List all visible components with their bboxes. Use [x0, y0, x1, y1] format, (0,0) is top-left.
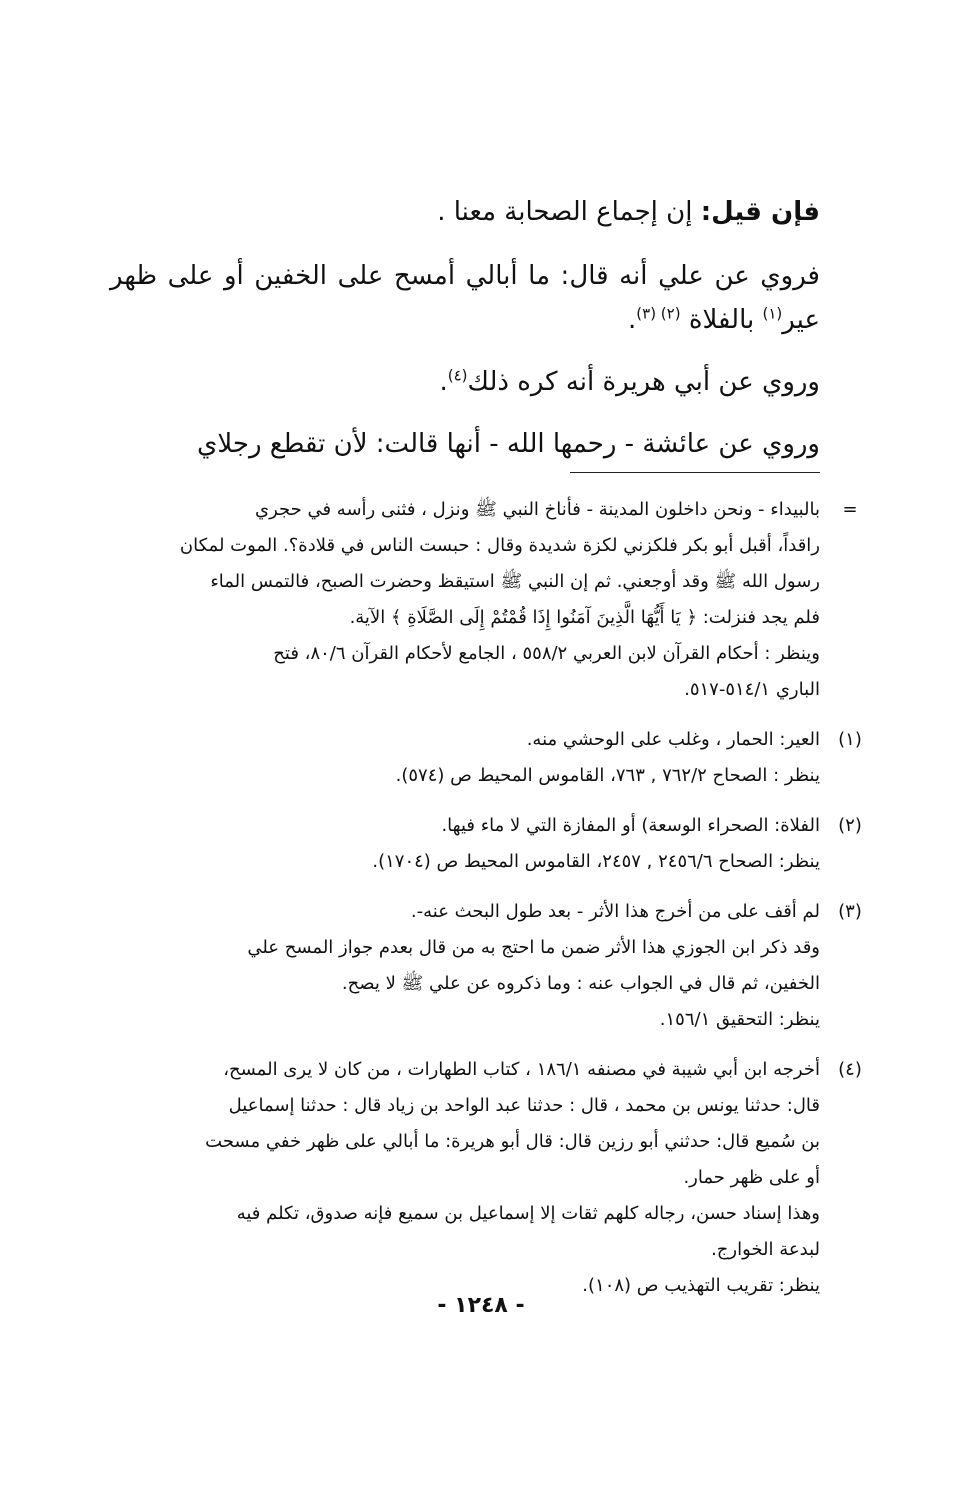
footnote-ref[interactable]: (١): [762, 304, 783, 323]
footnote-marker: (١): [838, 729, 862, 750]
footnote-ref[interactable]: (٤): [447, 366, 468, 385]
main-text: [110, 190, 820, 466]
footnotes: [110, 492, 862, 1304]
footnote-marker: =: [842, 499, 858, 520]
paragraph-3: وروي عن أبي هريرة أنه كره ذلك$^{(٤)}$.: [439, 366, 820, 397]
footnote-1: (١) العير: الحمار ، وغلب على الوحشي منه. ينظر : الصحاح ٧٦٢/٢ , ٧٦٣، القاموس المحيط ص (٥٧٤).: [110, 722, 820, 794]
paragraph-1: فإن قيل: إن إجماع الصحابة معنا .: [437, 197, 820, 227]
footnote-ref[interactable]: (٢) (٣): [636, 304, 681, 323]
footnote-4: (٤) أخرجه ابن أبي شيبة في مصنفه ١٨٦/١ ، كتاب الطهارات ، من كان لا يرى المسح، قال: حدثنا يونس بن محمد ، قال : حدثنا عبد الواحد بن زياد قال : حدثنا إسماعيل بن سُميع قال: حدثني أبو رزين قال: قال أبو هريرة: ما أبالي على ظهر خفي مسحت أو على ظهر حمار. وهذا إسناد حسن، رجاله كلهم ثقات إلا إسماعيل بن سميع فإنه صدوق، تكلم فيه لبدعة الخوارج. ينظر: تقريب التهذيب ص (١٠٨).: [110, 1052, 820, 1304]
footnote-3: (٣) لم أقف على من أخرج هذا الأثر - بعد طول البحث عنه-. وقد ذكر ابن الجوزي هذا الأثر ضمن ما احتج به من قال بعدم جواز المسح علي الخفين، ثم قال في الجواب عنه : وما ذكروه عن علي ﷺ لا يصح. ينظر: التحقيق ١٥٦/١.: [110, 894, 820, 1038]
footnote-marker: (٣): [838, 901, 862, 922]
footnote-2: (٢) الفلاة: الصحراء الوسعة) أو المفازة التي لا ماء فيها. ينظر: الصحاح ٢٤٥٦/٦ , ٢٤٥٧، القاموس المحيط ص (١٧٠٤).: [110, 808, 820, 880]
paragraph-2: فروي عن علي أنه قال: ما أبالي أمسح على الخفين أو على ظهر عير$^{(١)}$ بالفلاة $^{(٢) (٣)}$.: [110, 261, 820, 335]
footnote-continuation: = بالبيداء - ونحن داخلون المدينة - فأناخ النبي ﷺ ونزل ، فثنى رأسه في حجري راقداً، أقبل أبو بكر فلكزني لكزة شديدة وقال : حبست الناس في قلادة؟. الموت لمكان رسول الله ﷺ وقد أوجعني. ثم إن النبي ﷺ استيقظ وحضرت الصبح، فالتمس الماء فلم يجد فنزلت: ﴿ يَا أَيُّهَا الَّذِينَ آمَنُوا إِذَا قُمْتُمْ إِلَى الصَّلَاةِ ﴾ الآية. وينظر : أحكام القرآن لابن العربي ٥٥٨/٢ ، الجامع لأحكام القرآن ٨٠/٦، فتح الباري ٥١٤/١-٥١٧.: [110, 492, 820, 708]
footnote-marker: (٢): [838, 815, 862, 836]
paragraph-4: وروي عن عائشة - رحمها الله - أنها قالت: لأن تقطع رجلاي: [197, 429, 820, 459]
paragraph-lead: فإن قيل:: [700, 197, 820, 227]
footnote-separator: [570, 472, 820, 473]
page-number: - ١٢٤٨ -: [437, 1293, 525, 1318]
footnote-marker: (٤): [838, 1059, 862, 1080]
